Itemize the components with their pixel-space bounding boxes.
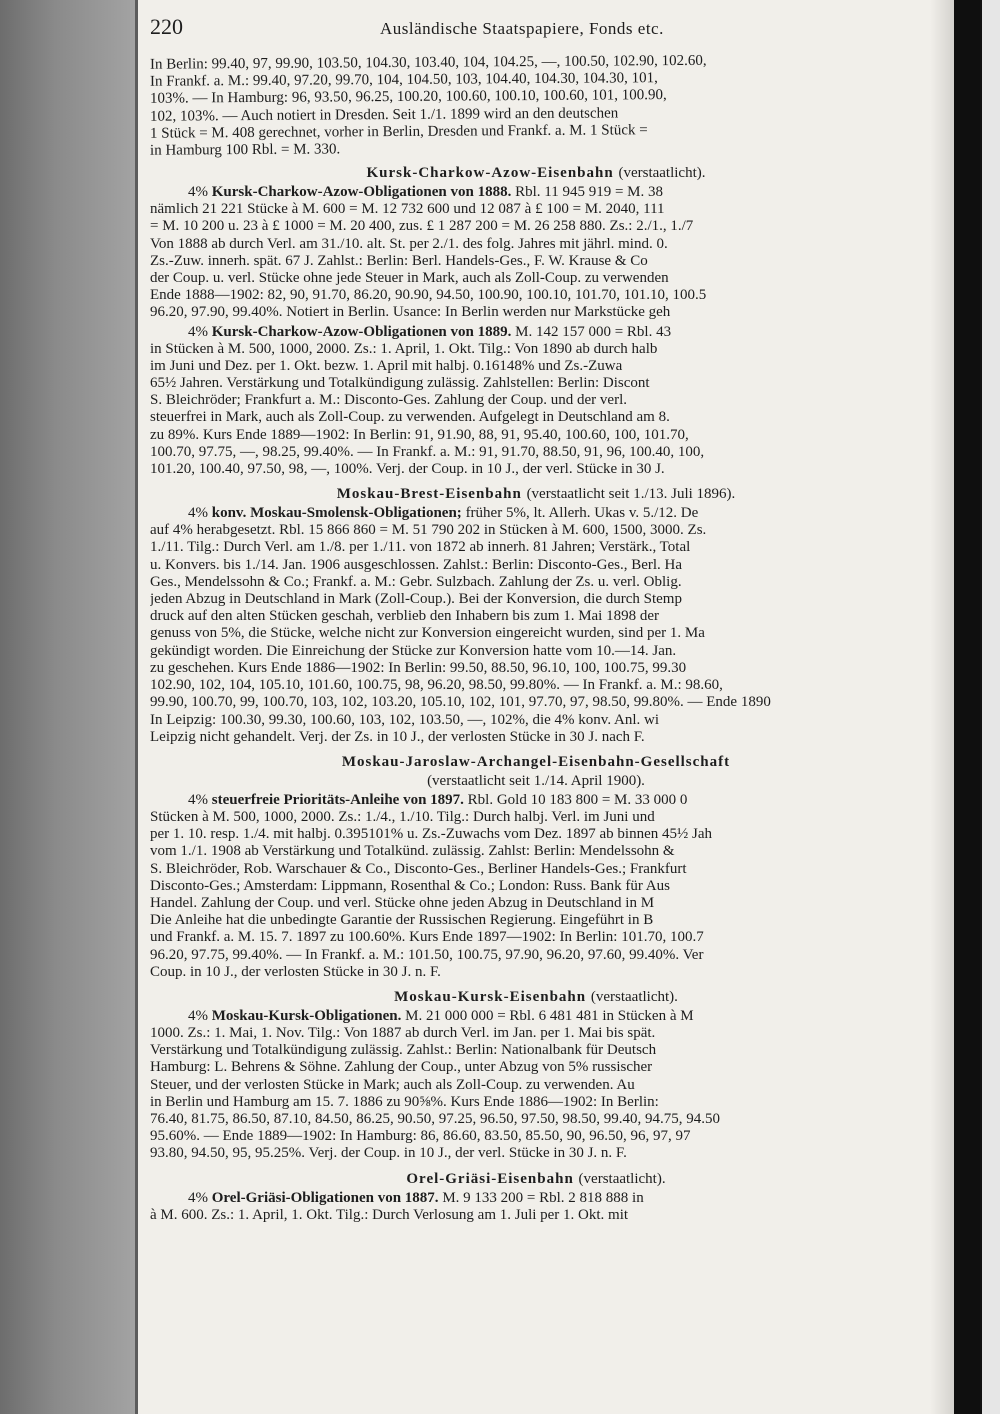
entry-text xyxy=(150,1025,922,1163)
text-line: Disconto-Ges.; Amsterdam: Lippmann, Rosenthal & Co.; London: Russ. Bank für Aus xyxy=(150,877,670,894)
entry-heading xyxy=(150,184,922,201)
bond-name: konv. Moskau-Smolensk-Obligationen; xyxy=(211,505,462,522)
bond-name: Kursk-Charkow-Azow-Obligationen von 1888. xyxy=(211,184,512,201)
running-head: Ausländische Staatspapiere, Fonds etc. xyxy=(380,19,664,38)
page-number: 220 xyxy=(150,14,183,39)
entry-heading xyxy=(150,792,922,809)
text-line: In Frankf. a. M.: 99.40, 97.20, 99.70, 104, 104.50, 103, 104.40, 104.30, 104.30, 101, xyxy=(149,70,658,90)
text-line: à M. 600. Zs.: 1. April, 1. Okt. Tilg.: Durch Verlosung am 1. Juli per 1. Okt. mit xyxy=(150,1206,629,1223)
rate-prefix: 4% xyxy=(188,184,208,201)
text-line: Ges., Mendelssohn & Co.; Frankf. a. M.: Gebr. Sulzbach. Zahlung der Zs. u. verl. Oblig. xyxy=(150,573,682,590)
rate-prefix: 4% xyxy=(188,1007,208,1024)
text-line: in Hamburg 100 Rbl. = M. 330. xyxy=(149,141,341,159)
entry-heading xyxy=(150,1190,922,1207)
page-header xyxy=(150,14,922,54)
text-line: u. Konvers. bis 1./14. Jan. 1906 ausgeschlossen. Zahlst.: Berlin: Disconto-Ges., Berl. Ha xyxy=(150,556,683,573)
text-line: 102, 103%. — Auch notiert in Dresden. Seit 1./1. 1899 wird an den deutschen xyxy=(149,105,619,125)
text-line: Leipzig nicht gehandelt. Verj. der Zs. in 10 J., der verlosten Stücke in 30 J. nach F. xyxy=(150,728,645,745)
text-line: in Berlin und Hamburg am 15. 7. 1886 zu 90⅝%. Kurs Ende 1886—1902: In Berlin: xyxy=(150,1093,659,1110)
text-line: und Frankf. a. M. 15. 7. 1897 zu 100.60%. Kurs Ende 1897—1902: In Berlin: 101.70, 100.7 xyxy=(150,929,704,946)
text-line: Steuer, und der verlosten Stücke in Mark; auch als Zoll-Coup. zu verwenden. Au xyxy=(150,1076,635,1093)
bond-name: Moskau-Kursk-Obligationen. xyxy=(211,1007,402,1024)
text-line: 96.20, 97.90, 99.40%. Notiert in Berlin. Usance: In Berlin werden nur Markstücke geh xyxy=(150,304,671,321)
text-line: steuerfrei in Mark, auch als Zoll-Coup. zu verwenden. Aufgelegt in Deutschland am 8. xyxy=(150,409,670,426)
bond-amount: M. 142 157 000 = Rbl. 43 xyxy=(515,323,672,340)
text-line: S. Bleichröder, Rob. Warschauer & Co., Disconto-Ges., Berliner Handels-Ges.; Frankfurt xyxy=(150,860,687,877)
section-title-moskau-jaroslaw xyxy=(150,754,922,771)
entry-text xyxy=(150,341,922,479)
bond-name: Orel-Griäsi-Obligationen von 1887. xyxy=(211,1189,439,1206)
text-line: S. Bleichröder; Frankfurt a. M.: Disconto-Ges. Zahlung der Coup. und der verl. xyxy=(150,392,627,409)
text-line: zu 89%. Kurs Ende 1889—1902: In Berlin: 91, 91.90, 88, 91, 95.40, 100.60, 100, 101.70, xyxy=(150,426,689,443)
text-line: 96.20, 97.75, 99.40%. — In Frankf. a. M.: 101.50, 100.75, 97.90, 96.20, 97.60, 99.40%. Ver xyxy=(150,946,704,963)
text-line: 93.80, 94.50, 95, 95.25%. Verj. der Coup. in 10 J., der verl. Stücke in 30 J. n. F. xyxy=(150,1145,627,1162)
text-line: 99.90, 100.70, 99, 100.70, 103, 102, 103.20, 105.10, 102, 101, 97.70, 97, 98.50, 99.80%. — Ende 1890 xyxy=(150,694,771,711)
scan-left-margin xyxy=(0,0,138,1414)
section-title-moskau-kursk xyxy=(150,989,922,1006)
text-line: gekündigt worden. Die Einreichung der Stücke zur Konversion hatte vom 10.—14. Jan. xyxy=(150,642,677,659)
rate-prefix: 4% xyxy=(188,505,208,522)
text-line: im Juni und Dez. per 1. Okt. bezw. 1. April mit halbj. 0.16148% und Zs.-Zuwa xyxy=(150,357,623,374)
bond-name: Kursk-Charkow-Azow-Obligationen von 1889. xyxy=(211,323,512,340)
text-line: 76.40, 81.75, 86.50, 87.10, 84.50, 86.25, 90.50, 97.25, 96.50, 97.50, 98.50, 99.40, 94.75, 94.50 xyxy=(150,1110,720,1127)
intro-paragraph xyxy=(150,54,922,157)
text-line: nämlich 21 221 Stücke à M. 600 = M. 12 732 600 und 12 087 à £ 100 = M. 2040, 111 xyxy=(150,201,665,218)
section-note: (verstaatlicht). xyxy=(578,1170,666,1187)
text-line: Hamburg: L. Behrens & Söhne. Zahlung der Coup., unter Abzug von 5% russischer xyxy=(150,1059,653,1076)
text-line: Die Anleihe hat die unbedingte Garantie der Russischen Regierung. Eingeführt in B xyxy=(150,912,654,929)
bond-amount: Rbl. Gold 10 183 800 = M. 33 000 0 xyxy=(467,791,688,808)
text-line: auf 4% herabgesetzt. Rbl. 15 866 860 = M. 51 790 202 in Stücken à M. 600, 1500, 3000. Zs. xyxy=(150,522,707,539)
bond-amount: Rbl. 11 945 919 = M. 38 xyxy=(515,184,664,201)
bond-amount: M. 9 133 200 = Rbl. 2 818 888 in xyxy=(442,1189,644,1206)
entry-heading xyxy=(150,505,922,522)
text-line: Verstärkung und Totalkündigung zulässig. Zahlst.: Berlin: Nationalbank für Deutsch xyxy=(150,1042,657,1059)
text-line: genuss von 5%, die Stücke, welche nicht zur Konversion eingereicht wurden, sind per 1. Ma xyxy=(150,625,705,642)
entry-text xyxy=(150,201,922,321)
text-line: Handel. Zahlung der Coup. und verl. Stücke ohne jeden Abzug in Deutschland in M xyxy=(150,894,655,911)
scan-gutter-shadow xyxy=(930,0,954,1414)
entry-heading xyxy=(150,1008,922,1025)
text-line: 65½ Jahren. Verstärkung und Totalkündigung zulässig. Zahlstellen: Berlin: Discont xyxy=(150,375,650,392)
bond-amount: M. 21 000 000 = Rbl. 6 481 481 in Stücken à M xyxy=(405,1007,694,1024)
text-line: 103%. — In Hamburg: 96, 93.50, 96.25, 100.20, 100.60, 100.10, 100.60, 101, 100.90, xyxy=(149,87,667,108)
section-title-orel-griaesi xyxy=(150,1171,922,1188)
text-line: per 1. 10. resp. 1./4. mit halbj. 0.395101% u. Zs.-Zuwachs vom Dez. 1897 ab binnen 45½ Jah xyxy=(150,826,712,843)
text-line: 95.60%. — Ende 1889—1902: In Hamburg: 86, 86.60, 83.50, 85.50, 90, 96.50, 96, 97, 97 xyxy=(150,1128,691,1145)
text-line: Zs.-Zuw. innerh. spät. 67 J. Zahlst.: Berlin: Berl. Handels-Ges., F. W. Krause & Co xyxy=(150,252,648,269)
text-line: In Berlin: 99.40, 97, 99.90, 103.50, 104.30, 103.40, 104, 104.25, —, 100.50, 102.90, 102.60, xyxy=(149,52,707,73)
text-line: 102.90, 102, 104, 105.10, 101.60, 100.75, 98, 96.20, 98.50, 99.80%. — In Frankf. a. M.: 98.60, xyxy=(150,677,723,694)
text-line: = M. 10 200 u. 23 à £ 1000 = M. 20 400, zus. £ 1 287 200 = M. 26 258 880. Zs.: 2./1., 1./7 xyxy=(150,218,694,235)
text-line: 100.70, 97.75, —, 98.25, 99.40%. — In Frankf. a. M.: 91, 91.70, 88.50, 91, 96, 100.40, 100, xyxy=(150,443,705,460)
text-line: der Coup. u. verl. Stücke ohne jede Steuer in Mark, auch als Zoll-Coup. zu verwenden xyxy=(150,270,669,287)
text-line: jeden Abzug in Deutschland in Mark (Zoll-Coup.). Bei der Konversion, die durch Stemp xyxy=(150,591,682,608)
section-name: Moskau-Kursk-Eisenbahn xyxy=(394,988,587,1005)
bond-amount: früher 5%, lt. Allerh. Ukas v. 5./12. De xyxy=(465,505,699,522)
text-line: 101.20, 100.40, 97.50, 98, —, 100%. Verj. der Coup. in 10 J., der verl. Stücke in 30 J. xyxy=(150,461,665,478)
section-name: Orel-Griäsi-Eisenbahn xyxy=(406,1170,574,1187)
section-note: (verstaatlicht seit 1./13. Juli 1896). xyxy=(526,486,736,503)
text-line: 1000. Zs.: 1. Mai, 1. Nov. Tilg.: Von 1887 ab durch Verl. im Jan. per 1. Mai bis spät. xyxy=(150,1024,656,1041)
rate-prefix: 4% xyxy=(188,323,208,340)
section-title-kursk xyxy=(150,165,922,182)
section-name: Moskau-Brest-Eisenbahn xyxy=(336,486,522,503)
text-line: vom 1./1. 1908 ab Verstärkung und Totalkünd. zulässig. Zahlst: Berlin: Mendelssohn & xyxy=(150,843,675,860)
rate-prefix: 4% xyxy=(188,1189,208,1206)
entry-text xyxy=(150,522,922,746)
text-line: druck auf den alten Stücken geschah, verblieb den Inhabern bis zum 1. Mai 1898 der xyxy=(150,608,660,625)
text-line: 1 Stück = M. 408 gerechnet, vorher in Berlin, Dresden und Frankf. a. M. 1 Stück = xyxy=(149,122,648,142)
document-page xyxy=(150,14,922,1224)
text-line: zu geschehen. Kurs Ende 1886—1902: In Berlin: 99.50, 88.50, 96.10, 100, 100.75, 99.30 xyxy=(150,659,687,676)
adjacent-page-edge xyxy=(982,0,1000,1414)
entry-text xyxy=(150,1207,922,1224)
text-line: In Leipzig: 100.30, 99.30, 100.60, 103, 102, 103.50, —, 102%, die 4% konv. Anl. wi xyxy=(150,711,659,728)
section-name: Kursk-Charkow-Azow-Eisenbahn xyxy=(366,165,614,182)
entry-heading xyxy=(150,324,922,341)
text-line: Ende 1888—1902: 82, 90, 91.70, 86.20, 90.90, 94.50, 100.90, 100.10, 101.70, 101.10, 100.5 xyxy=(150,287,707,304)
section-name: Moskau-Jaroslaw-Archangel-Eisenbahn-Gesellschaft xyxy=(341,753,731,770)
section-subnote: (verstaatlicht seit 1./14. April 1900). xyxy=(427,772,645,789)
entry-text xyxy=(150,809,922,981)
text-line: Coup. in 10 J., der verlosten Stücke in 30 J. n. F. xyxy=(150,963,441,980)
text-line: Stücken à M. 500, 1000, 2000. Zs.: 1./4., 1./10. Tilg.: Durch halbj. Verl. im Juni und xyxy=(150,808,655,825)
section-title-moskau-brest xyxy=(150,486,922,503)
section-note: (verstaatlicht). xyxy=(590,988,678,1005)
text-line: in Stücken à M. 500, 1000, 2000. Zs.: 1. April, 1. Okt. Tilg.: Von 1890 ab durch halb xyxy=(150,340,658,357)
bond-name: steuerfreie Prioritäts-Anleihe von 1897. xyxy=(211,791,464,808)
text-line: Von 1888 ab durch Verl. am 31./10. alt. St. per 2./1. des folg. Jahres mit jährl. mind. 0. xyxy=(150,235,668,252)
rate-prefix: 4% xyxy=(188,791,208,808)
text-line: 1./11. Tilg.: Durch Verl. am 1./8. per 1./11. von 1872 ab innerh. 81 Jahren; Verstärk., Total xyxy=(150,539,691,556)
section-note: (verstaatlicht). xyxy=(618,165,706,182)
